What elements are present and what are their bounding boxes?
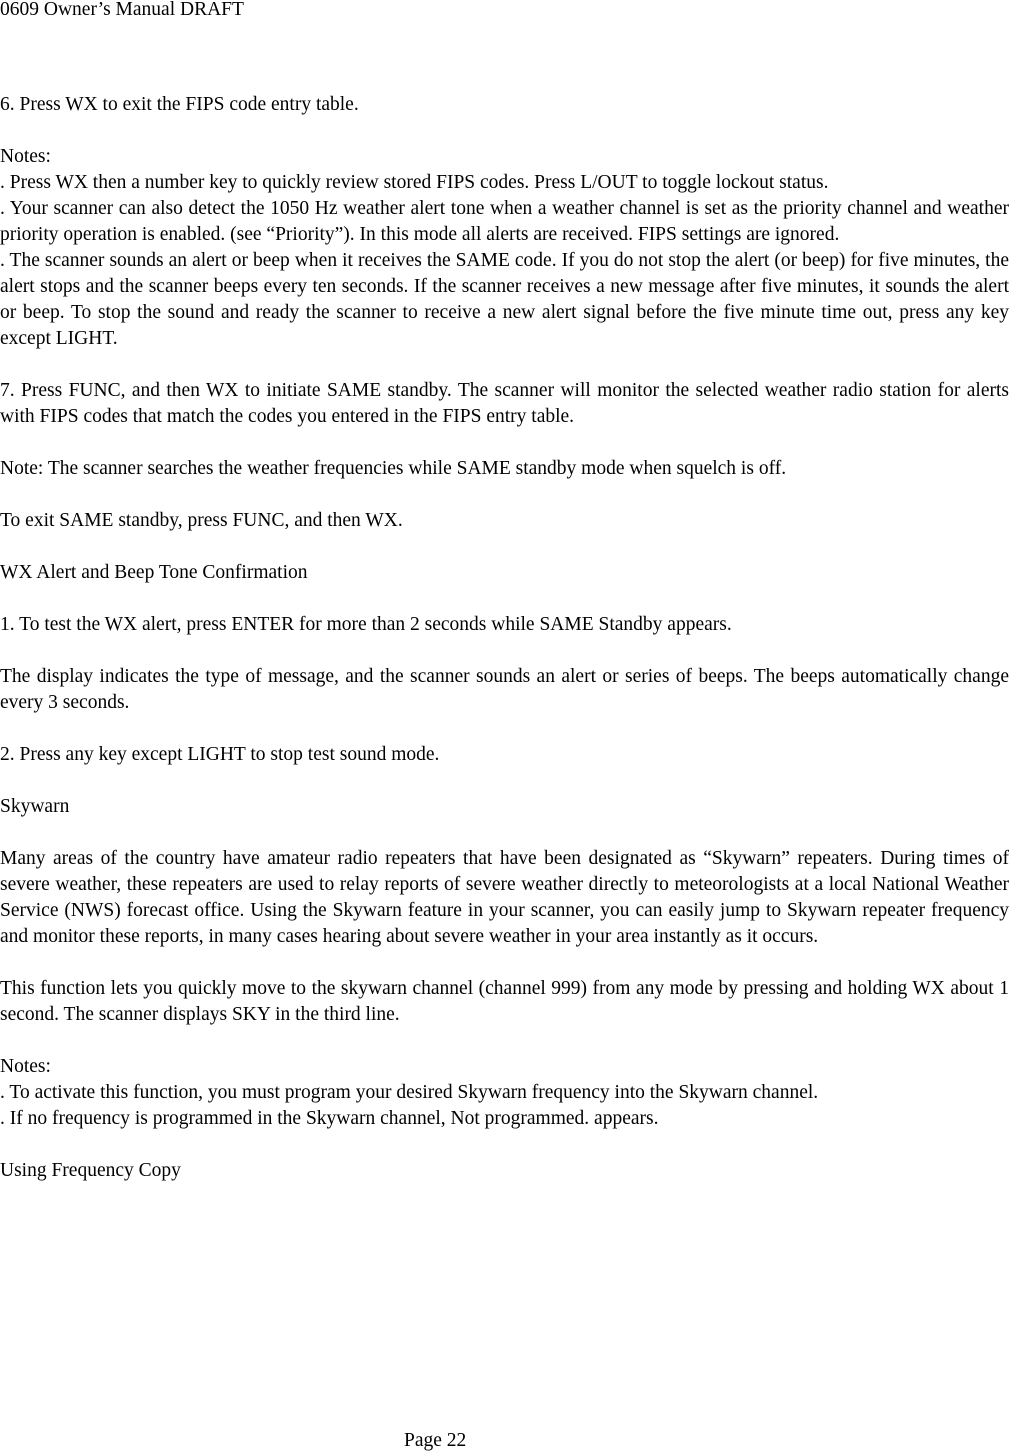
paragraph: . Your scanner can also detect the 1050 Hz weather alert tone when a weather channel is set as the priority channel and weather priority operation is enabled. (see “Priority”). In this mode all alerts are received. FIPS settings are ignored. xyxy=(0,198,1009,245)
paragraph: 1. To test the WX alert, press ENTER for more than 2 seconds while SAME Standby appears. xyxy=(0,614,732,635)
paragraph: Many areas of the country have amateur radio repeaters that have been designated as “Skywarn” repeaters. During times of severe weather, these repeaters are used to relay reports of severe weather directly to meteorologists at a local National Weather Service (NWS) forecast office. Using the Skywarn feature in your scanner, you can easily jump to Skywarn repeater frequency and monitor these reports, in many cases hearing about severe weather in your area instantly as it occurs. xyxy=(0,848,1009,947)
paragraph: To exit SAME standby, press FUNC, and then WX. xyxy=(0,510,403,531)
paragraph: Skywarn xyxy=(0,796,70,817)
paragraph: 7. Press FUNC, and then WX to initiate SAME standby. The scanner will monitor the selected weather radio station for alerts with FIPS codes that match the codes you entered in the FIPS entry table. xyxy=(0,380,1009,427)
paragraph: Using Frequency Copy xyxy=(0,1160,181,1181)
paragraph: 2. Press any key except LIGHT to stop test sound mode. xyxy=(0,744,440,765)
paragraph: This function lets you quickly move to the skywarn channel (channel 999) from any mode by pressing and holding WX about 1 second. The scanner displays SKY in the third line. xyxy=(0,978,1009,1025)
paragraph: . Press WX then a number key to quickly review stored FIPS codes. Press L/OUT to toggle lockout status. xyxy=(0,172,829,193)
page-header: 0609 Owner’s Manual DRAFT xyxy=(0,0,244,20)
paragraph: Notes: xyxy=(0,1056,51,1077)
paragraph: . If no frequency is programmed in the Skywarn channel, Not programmed. appears. xyxy=(0,1108,659,1129)
paragraph: WX Alert and Beep Tone Confirmation xyxy=(0,562,308,583)
paragraph: Note: The scanner searches the weather frequencies while SAME standby mode when squelch is off. xyxy=(0,458,787,479)
paragraph: . The scanner sounds an alert or beep when it receives the SAME code. If you do not stop the alert (or beep) for five minutes, the alert stops and the scanner beeps every ten seconds. If the scanner receives a new message after five minutes, it sounds the alert or beep. To stop the sound and ready the scanner to receive a new alert signal before the five minute time out, press any key except LIGHT. xyxy=(0,250,1009,349)
page-footer: Page 22 xyxy=(404,1430,467,1451)
paragraph: 6. Press WX to exit the FIPS code entry table. xyxy=(0,94,359,115)
paragraph: . To activate this function, you must program your desired Skywarn frequency into the Skywarn channel. xyxy=(0,1082,819,1103)
paragraph: Notes: xyxy=(0,146,51,167)
document-body xyxy=(0,92,1009,1210)
paragraph: The display indicates the type of message, and the scanner sounds an alert or series of beeps. The beeps automatically change every 3 seconds. xyxy=(0,666,1009,713)
